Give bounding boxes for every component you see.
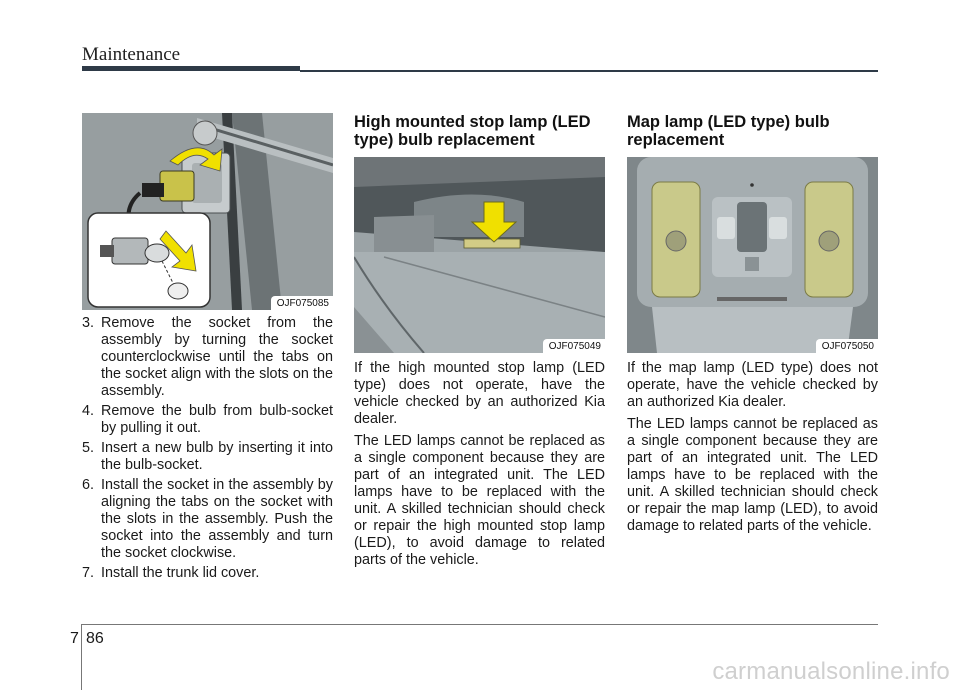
map-lamp-illustration <box>627 157 878 353</box>
watermark: carmanualsonline.info <box>712 658 950 685</box>
list-item: 7. Install the trunk lid cover. <box>82 565 260 581</box>
list-item: 6. Install the socket in the assembly by aligning the tabs on the socket with the slots in the assembly. Push the socket into the assembly and turn the socket clockwise. <box>82 477 333 561</box>
stop-lamp-illustration <box>354 157 605 353</box>
section-heading-stop-lamp: High mounted stop lamp (LED type) bulb replacement <box>354 113 591 149</box>
column-3 <box>627 113 878 540</box>
paragraph: The LED lamps cannot be replaced as a single component because they are part of an integrated unit. The LED lamps have to be replaced with the unit. A skilled technician should check or repair the map lamp (LED), to avoid damage to related parts of the vehicle. <box>627 416 878 534</box>
paragraph: If the map lamp (LED type) does not operate, have the vehicle checked by an authorized Kia dealer. <box>627 360 878 410</box>
section-heading-map-lamp: Map lamp (LED type) bulb replacement <box>627 113 830 149</box>
figure-stop-lamp <box>354 157 605 353</box>
footer-divider <box>81 624 82 690</box>
list-item: 3. Remove the socket from the assembly by turning the socket counterclockwise until the tabs on the socket align with the slots on the assembly. <box>82 315 333 399</box>
page-header-title: Maintenance <box>82 44 181 65</box>
list-item: 5. Insert a new bulb by inserting it into the bulb-socket. <box>82 440 333 473</box>
figure-code-label: OJF075049 <box>543 339 605 353</box>
figure-code-label: OJF075050 <box>816 339 878 353</box>
paragraph: If the high mounted stop lamp (LED type) does not operate, have the vehicle checked by an authorized Kia dealer. <box>354 360 605 427</box>
figure-map-lamp <box>627 157 878 353</box>
header-rule-thin <box>300 70 878 72</box>
list-item: 4. Remove the bulb from bulb-socket by pulling it out. <box>82 403 333 436</box>
steps-list <box>82 315 333 582</box>
figure-code-label: OJF075085 <box>271 296 333 310</box>
page-number: 86 <box>86 630 104 647</box>
chapter-number: 7 <box>70 630 79 647</box>
header-rule-thick <box>82 66 300 71</box>
footer-rule <box>81 624 878 625</box>
socket-removal-illustration <box>82 113 333 310</box>
column-2 <box>354 113 605 574</box>
column-1 <box>82 113 333 585</box>
figure-socket-removal <box>82 113 333 310</box>
paragraph: The LED lamps cannot be replaced as a single component because they are part of an integrated unit. The LED lamps have to be replaced with the unit. A skilled technician should check or repair the high mounted stop lamp (LED), to avoid damage to related parts of the vehicle. <box>354 433 605 568</box>
